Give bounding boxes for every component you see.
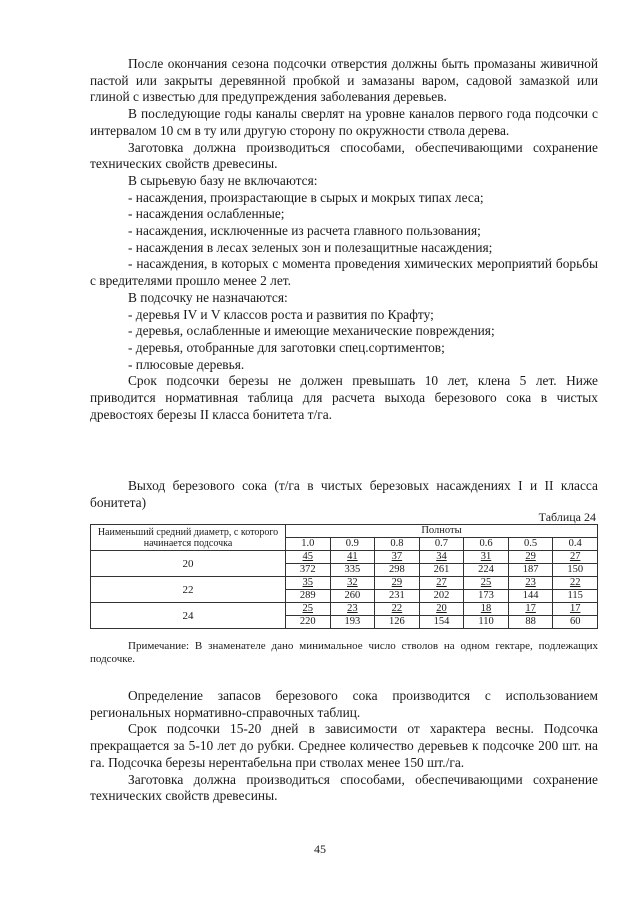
list-item: - деревья, отобранные для заготовки спец.сортиментов;	[128, 339, 445, 355]
yield-value: 37	[391, 551, 403, 562]
table-note-block	[90, 640, 598, 666]
yield-value: 23	[347, 603, 358, 614]
trees-cell: 202	[419, 590, 464, 603]
list-item: - плюсовые деревья.	[128, 356, 245, 372]
yield-cell	[553, 577, 598, 590]
paragraph: В подсочку не назначаются:	[128, 289, 288, 305]
trees-cell: 173	[464, 590, 509, 603]
trees-cell: 260	[330, 590, 375, 603]
paragraph: В последующие годы каналы сверлят на уровне каналов первого года подсочки с интервалом 10 см в ту или другую сторону по окружности ствола дерева.	[90, 106, 598, 138]
trees-cell: 289	[286, 590, 331, 603]
paragraph: В сырьевую базу не включаются:	[128, 172, 318, 188]
yield-value: 17	[525, 603, 536, 614]
trees-cell: 372	[286, 564, 331, 577]
trees-cell: 220	[286, 616, 331, 629]
yield-cell	[286, 551, 331, 564]
list-item: - деревья, ослабленные и имеющие механические повреждения;	[128, 323, 495, 339]
yield-value: 34	[436, 551, 447, 562]
yield-value: 32	[347, 577, 358, 588]
table-label: Таблица 24	[538, 510, 596, 524]
yield-value: 17	[569, 603, 581, 614]
trees-cell: 335	[330, 564, 375, 577]
yield-value: 25	[302, 603, 314, 614]
yield-value: 23	[525, 577, 536, 588]
trees-cell: 187	[508, 564, 553, 577]
trees-cell: 88	[508, 616, 553, 629]
yield-value: 35	[302, 577, 314, 588]
paragraph: Срок подсочки 15-20 дней в зависимости от характера весны. Подсочка прекращается за 5-10 лет до рубки. Среднее количество деревьев к подсочке 200 шт. на га. Подсочка березы нерентабельна при стволах менее 150 шт./га.	[90, 721, 598, 770]
yield-cell	[375, 603, 420, 616]
sap-yield-table	[90, 524, 598, 629]
yield-cell	[419, 603, 464, 616]
trees-cell: 298	[375, 564, 420, 577]
density-header: 0.9	[330, 538, 375, 551]
yield-value: 31	[480, 551, 492, 562]
list-item: - деревья IV и V классов роста и развития по Крафту;	[128, 306, 434, 322]
yield-cell	[508, 603, 553, 616]
trees-cell: 150	[553, 564, 598, 577]
yield-value: 18	[480, 603, 492, 614]
yield-value: 27	[436, 577, 447, 588]
yield-cell	[419, 577, 464, 590]
table-caption-block	[90, 478, 598, 511]
yield-value: 22	[391, 603, 403, 614]
yield-value: 27	[569, 551, 581, 562]
density-header: 0.8	[375, 538, 420, 551]
paragraph: Срок подсочки березы не должен превышать 10 лет, клена 5 лет. Ниже приводится нормативная таблица для расчета выхода березового сока в чистых древостоях березы II класса бонитета т/га.	[90, 373, 598, 422]
table-row	[91, 551, 598, 564]
yield-cell	[330, 577, 375, 590]
yield-value: 29	[391, 577, 403, 588]
yield-cell	[553, 551, 598, 564]
header-diameter: Наименьший средний диаметр, с которого начинается подсочка	[91, 525, 286, 551]
yield-value: 25	[480, 577, 492, 588]
table-row	[91, 603, 598, 616]
yield-value: 29	[525, 551, 536, 562]
yield-cell	[375, 577, 420, 590]
yield-cell	[464, 551, 509, 564]
trees-cell: 154	[419, 616, 464, 629]
yield-cell	[508, 551, 553, 564]
diameter-cell: 22	[91, 577, 286, 603]
header-density-group: Полноты	[286, 525, 598, 538]
list-item: - насаждения, произрастающие в сырых и мокрых типах леса;	[128, 189, 484, 205]
yield-cell	[553, 603, 598, 616]
paragraph: Заготовка должна производиться способами, обеспечивающими сохранение технических свойств древесины.	[90, 771, 598, 804]
paragraph: Определение запасов березового сока производится с использованием региональных нормативно-справочных таблиц.	[90, 688, 598, 720]
page-number: 45	[314, 842, 326, 856]
diameter-cell: 20	[91, 551, 286, 577]
table-note: Примечание: В знаменателе дано минимальное число стволов на одном гектаре, подлежащих подсочке.	[90, 640, 598, 665]
table-row	[91, 577, 598, 590]
yield-cell	[464, 603, 509, 616]
list-item: - насаждения, исключенные из расчета главного пользования;	[128, 223, 481, 239]
density-header: 0.7	[419, 538, 464, 551]
trees-cell: 115	[553, 590, 598, 603]
body-text-bottom	[90, 688, 598, 805]
yield-cell	[286, 577, 331, 590]
yield-cell	[508, 577, 553, 590]
yield-cell	[375, 551, 420, 564]
diameter-cell: 24	[91, 603, 286, 629]
yield-cell	[330, 551, 375, 564]
yield-cell	[419, 551, 464, 564]
trees-cell: 110	[464, 616, 509, 629]
trees-cell: 261	[419, 564, 464, 577]
trees-cell: 231	[375, 590, 420, 603]
trees-cell: 60	[553, 616, 598, 629]
trees-cell: 224	[464, 564, 509, 577]
yield-cell	[464, 577, 509, 590]
yield-value: 20	[436, 603, 447, 614]
table-caption: Выход березового сока (т/га в чистых березовых насаждениях I и II класса бонитета)	[90, 478, 598, 510]
list-item: - насаждения ослабленные;	[128, 206, 285, 222]
yield-cell	[286, 603, 331, 616]
paragraph: После окончания сезона подсочки отверстия должны быть промазаны живичной пастой или закрыты деревянной пробкой и замазаны варом, садовой замазкой или глиной с известью для предупреждения заболевания деревьев.	[90, 56, 598, 105]
list-item: - насаждения в лесах зеленых зон и полезащитные насаждения;	[128, 239, 493, 255]
body-text-top	[90, 56, 598, 423]
yield-cell	[330, 603, 375, 616]
yield-value: 41	[347, 551, 358, 562]
yield-value: 45	[302, 551, 314, 562]
yield-value: 22	[569, 577, 581, 588]
trees-cell: 126	[375, 616, 420, 629]
density-header: 0.5	[508, 538, 553, 551]
density-header: 0.4	[553, 538, 598, 551]
trees-cell: 144	[508, 590, 553, 603]
density-header: 0.6	[464, 538, 509, 551]
trees-cell: 193	[330, 616, 375, 629]
list-item: - насаждения, в которых с момента проведения химических мероприятий борьбы с вредителями прошло менее 2 лет.	[90, 256, 598, 289]
paragraph: Заготовка должна производиться способами, обеспечивающими сохранение технических свойств древесины.	[90, 139, 598, 172]
density-header: 1.0	[286, 538, 331, 551]
